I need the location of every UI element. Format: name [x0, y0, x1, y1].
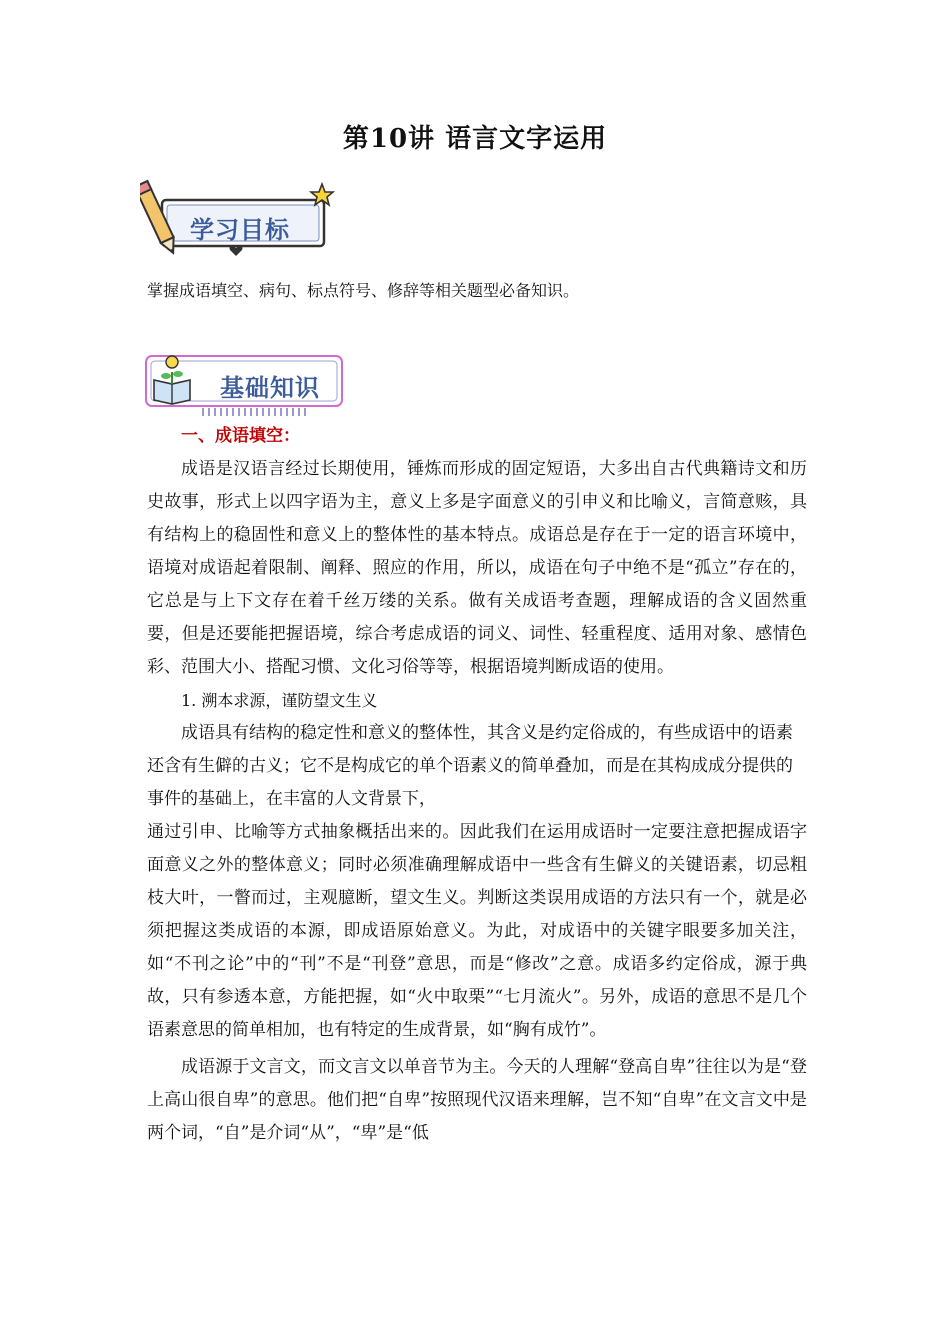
paragraph-2b: 通过引申、比喻等方式抽象概括出来的。因此我们在运用成语时一定要注意把握成语字面意义之外的整体意义；同时必须准确理解成语中一些含有生僻义的关键语素，切忌粗枝大叶，一瞥而过，主观臆断，望文生义。判断这类误用成语的方法只有一个，就是必须把握这类成语的本源，即成语原始意义。为此，对成语中的关键字眼要多加关注，如“不刊之论”中的“刊”不是“刊登”意思，而是“修改”之意。成语多约定俗成，源于典故，只有参透本意，方能把握，如“火中取栗”“七月流火”。另外，成语的意思不是几个语素意思的简单相加，也有特定的生成背景，如“胸有成竹”。: [147, 822, 807, 1040]
paragraph-3: 成语源于文言文，而文言文以单音节为主。今天的人理解“登高自卑”往往以为是“登上高山很自卑”的意思。他们把“自卑”按照现代汉语来理解，岂不知“自卑”在文言文中是两个词，“自”是介词“从”，“卑”是“低: [147, 1057, 807, 1143]
basic-knowledge-banner: [142, 350, 347, 420]
page-title: 第10讲 语言文字运用: [342, 124, 608, 154]
learning-goal-label: 学习目标: [190, 216, 290, 244]
paragraph-2a: 成语具有结构的稳定性和意义的整体性，其含义是约定俗成的，有些成语中的语素还含有生僻的古义；它不是构成它的单个语素义的简单叠加，而是在其构成成分提供的事件的基础上，在丰富的人文背景下，: [147, 723, 793, 809]
basic-knowledge-label: 基础知识: [220, 374, 320, 402]
subsection-title: 1. 溯本求源，谨防望文生义: [181, 691, 378, 710]
learning-goal-text: 掌握成语填空、病句、标点符号、修辞等相关题型必备知识。: [147, 281, 580, 300]
section-title: 一、成语填空：: [181, 426, 300, 446]
knowledge-content: [147, 420, 807, 1150]
paragraph-1: 成语是汉语言经过长期使用，锤炼而形成的固定短语，大多出自古代典籍诗文和历史故事，形式上以四字语为主，意义上多是字面意义的引申义和比喻义，言简意赅，具有结构上的稳固性和意义上的整体性的基本特点。成语总是存在于一定的语言环境中，语境对成语起着限制、阐释、照应的作用，所以，成语在句子中绝不是“孤立”存在的，它总是与上下文存在着千丝万缕的关系。做有关成语考查题，理解成语的含义固然重要，但是还要能把握语境，综合考虑成语的词义、词性、轻重程度、适用对象、感情色彩、范围大小、搭配习惯、文化习俗等等，根据语境判断成语的使用。: [147, 459, 807, 677]
learning-goal-banner: [140, 178, 340, 258]
